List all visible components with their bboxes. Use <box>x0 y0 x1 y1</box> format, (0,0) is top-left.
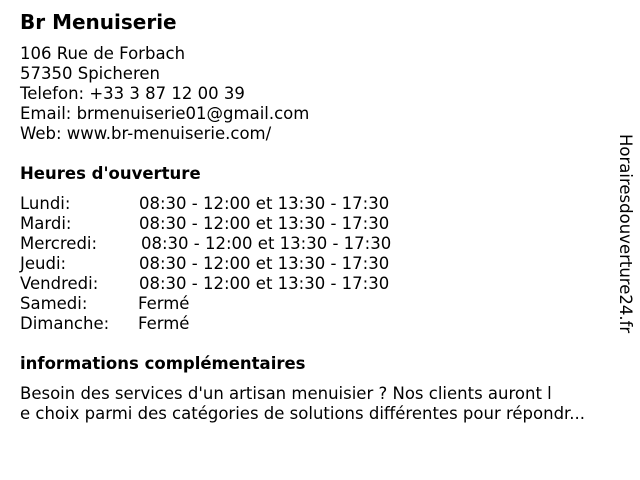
day-hours: Fermé <box>138 314 190 333</box>
day-hours: 08:30 - 12:00 et 13:30 - 17:30 <box>139 214 390 233</box>
day-hours: 08:30 - 12:00 et 13:30 - 17:30 <box>139 194 390 213</box>
watermark <box>612 134 638 374</box>
day-hours: 08:30 - 12:00 et 13:30 - 17:30 <box>139 274 390 293</box>
address-street: 106 Rue de Forbach <box>20 44 186 63</box>
day-hours: 08:30 - 12:00 et 13:30 - 17:30 <box>139 254 390 273</box>
watermark-text: Horairesdouverture24.fr <box>616 134 635 334</box>
phone-line: Telefon: +33 3 87 12 00 39 <box>20 84 245 103</box>
description-line-1: Besoin des services d'un artisan menuisier ? Nos clients auront l <box>20 384 552 403</box>
day-label: Lundi: <box>20 194 71 213</box>
additional-info-heading: informations complémentaires <box>20 354 306 373</box>
address-city: 57350 Spicheren <box>20 64 160 83</box>
description-line-2: e choix parmi des catégories de solutions différentes pour répondr... <box>20 404 586 423</box>
web-line: Web: www.br-menuiserie.com/ <box>20 124 272 143</box>
day-hours: Fermé <box>138 294 190 313</box>
day-label: Samedi: <box>20 294 88 313</box>
opening-hours-heading: Heures d'ouverture <box>20 164 201 183</box>
day-label: Dimanche: <box>20 314 110 333</box>
email-line: Email: brmenuiserie01@gmail.com <box>20 104 310 123</box>
business-name: Br Menuiserie <box>20 10 177 34</box>
day-label: Mercredi: <box>20 234 98 253</box>
day-label: Jeudi: <box>20 254 67 273</box>
day-label: Mardi: <box>20 214 72 233</box>
day-hours: 08:30 - 12:00 et 13:30 - 17:30 <box>141 234 392 253</box>
day-label: Vendredi: <box>20 274 99 293</box>
